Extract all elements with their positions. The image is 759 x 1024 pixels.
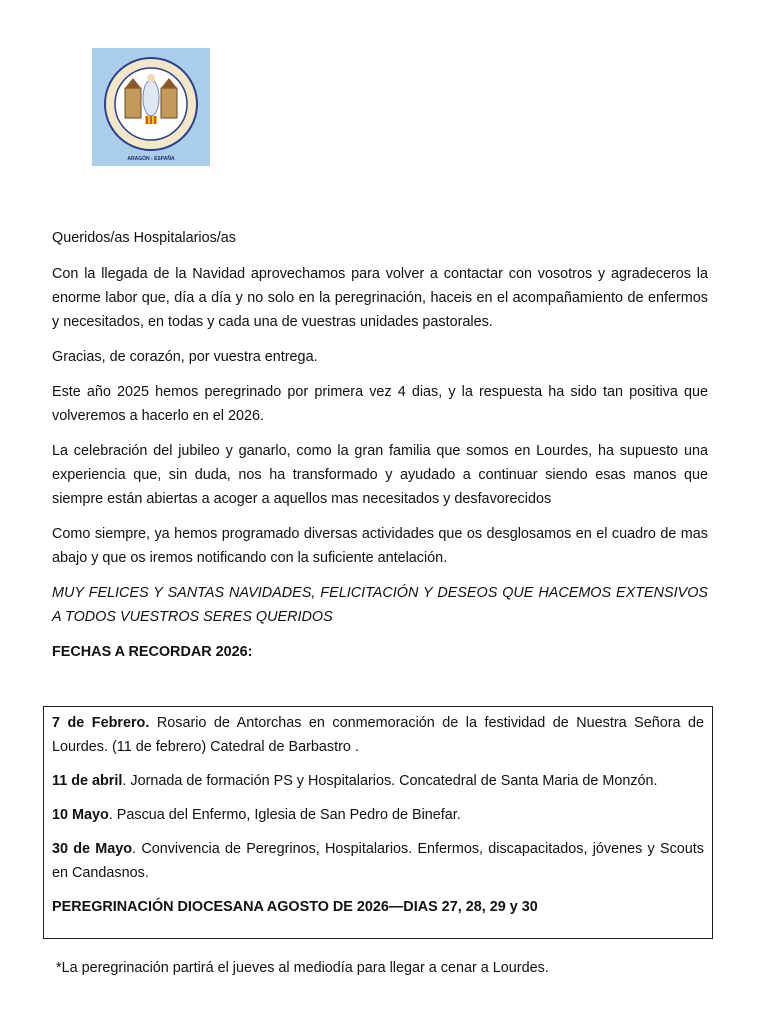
- date-label: 30 de Mayo: [52, 841, 133, 857]
- letter-body: [52, 226, 708, 675]
- date-entry-april: [52, 769, 704, 793]
- logo-seal-icon: [92, 48, 210, 166]
- svg-text:ARAGÓN - ESPAÑA: ARAGÓN - ESPAÑA: [127, 156, 175, 162]
- pilgrimage-dates: PEREGRINACIÓN DIOCESANA AGOSTO DE 2026—DIAS 27, 28, 29 y 30: [52, 899, 538, 915]
- paragraph-pilgrimage-2025: Este año 2025 hemos peregrinado por primera vez 4 dias, y la respuesta ha sido tan positiva que volveremos a hacerlo en el 2026.: [52, 384, 708, 424]
- greeting: Queridos/as Hospitalarios/as: [52, 230, 236, 246]
- date-label: 10 Mayo: [52, 807, 109, 823]
- date-description: . Convivencia de Peregrinos, Hospitalarios. Enfermos, discapacitados, jóvenes y Scouts en Candasnos.: [52, 841, 704, 881]
- date-entry-february: [52, 711, 704, 759]
- date-description: Rosario de Antorchas en conmemoración de la festividad de Nuestra Señora de Lourdes. (11 de febrero) Catedral de Barbastro .: [52, 715, 705, 755]
- date-entry-may-10: [52, 803, 704, 827]
- paragraph-gratitude: Gracias, de corazón, por vuestra entrega.: [52, 349, 318, 365]
- christmas-greeting: MUY FELICES Y SANTAS NAVIDADES, FELICITACIÓN Y DESEOS QUE HACEMOS EXTENSIVOS A TODOS VUESTROS SERES QUERIDOS: [52, 585, 708, 625]
- date-entry-may-30: [52, 837, 704, 885]
- date-label: 11 de abril: [52, 773, 123, 789]
- dates-box: [43, 706, 713, 939]
- paragraph-thanks: Con la llegada de la Navidad aprovechamos para volver a contactar con vosotros y agradeceros la enorme labor que, día a día y no solo en la peregrinación, haceis en el acompañamiento de enfermos y necesitados, en todas y cada una de vuestras unidades pastorales.: [52, 266, 708, 330]
- date-label: 7 de Febrero.: [52, 715, 150, 731]
- date-description: . Pascua del Enfermo, Iglesia de San Pedro de Binefar.: [108, 807, 461, 823]
- footnote: *La peregrinación partirá el jueves al mediodía para llegar a cenar a Lourdes.: [56, 960, 549, 976]
- dates-heading: FECHAS A RECORDAR 2026:: [52, 644, 253, 660]
- hospitalidad-logo: [92, 48, 210, 166]
- paragraph-jubilee: La celebración del jubileo y ganarlo, como la gran familia que somos en Lourdes, ha supuesto una experiencia que, sin duda, nos ha transformado y ayudado a continuar siendo esas manos que siempre están abiertas a acoger a aquellos mas necesitados y desfavorecidos: [52, 443, 708, 507]
- paragraph-activities: Como siempre, ya hemos programado diversas actividades que os desglosamos en el cuadro de mas abajo y que os iremos notificando con la suficiente antelación.: [52, 526, 708, 566]
- date-description: . Jornada de formación PS y Hospitalarios. Concatedral de Santa Maria de Monzón.: [122, 773, 658, 789]
